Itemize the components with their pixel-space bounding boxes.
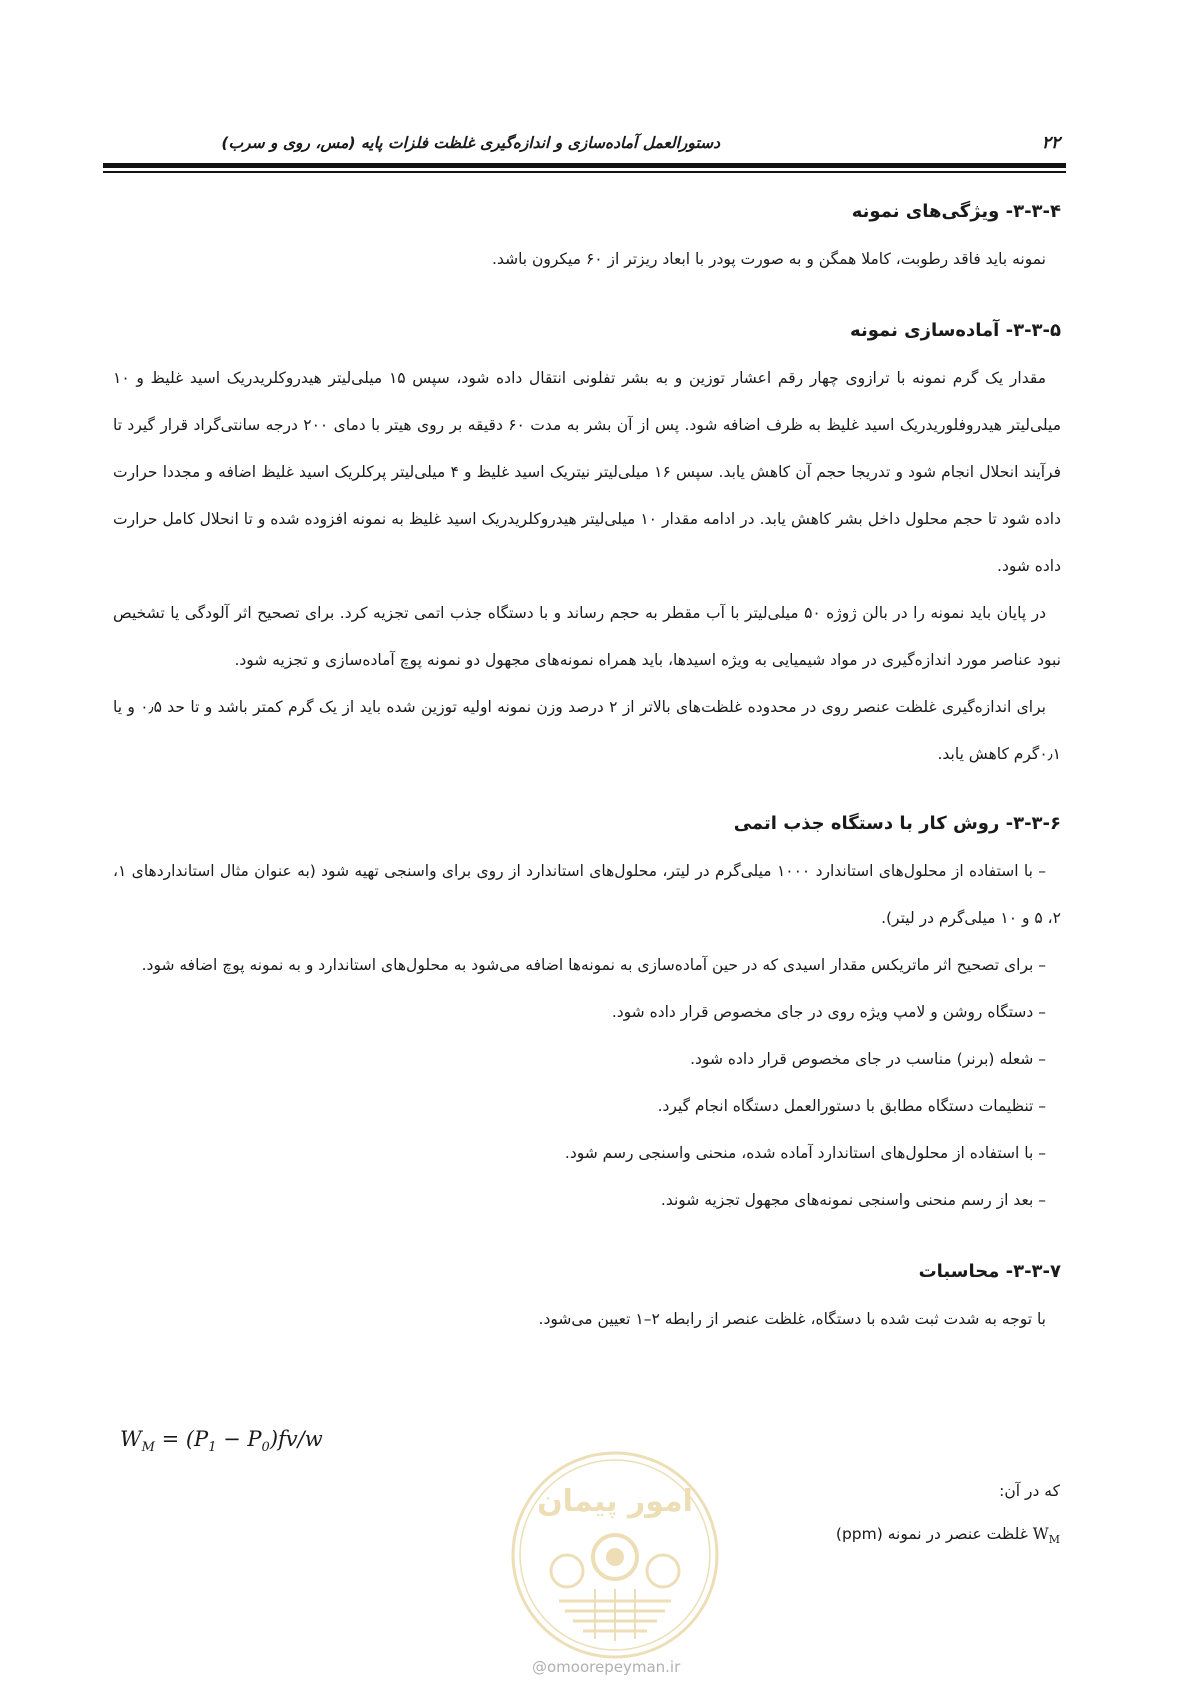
definition-row-wm [660,1513,1060,1561]
section-heading-calculations: ۳-۳-۷- محاسبات [918,1261,1061,1282]
paragraph: – برای تصحیح اثر ماتریکس مقدار اسیدی که در حین آماده‌سازی به نمونه‌ها اضافه می‌شود به محلول‌های استاندارد و به نمونه پوچ اضافه شود. [141,956,1046,974]
list-item: – با استفاده از محلول‌های استاندارد آماده شده، منحنی واسنجی رسم شود. [564,1144,1046,1162]
header-rule-thick [103,163,1066,168]
formula-minus: − P [216,1427,262,1451]
formula-p0-sub: 0 [261,1440,270,1456]
section-heading-sample-properties: ۳-۳-۴- ویژگی‌های نمونه [851,201,1061,222]
paragraph: برای اندازه‌گیری غلظت عنصر روی در محدوده غلظت‌های بالاتر از ۲ درصد وزن نمونه اولیه توزین شده باید از یک گرم کمتر باشد و تا حد ۰٫۵ و یا ۰٫۱گرم کاهش یابد. [113,698,1061,763]
paragraph: با توجه به شدت ثبت شده با دستگاه، غلظت عنصر از رابطه ۲–۱ تعیین می‌شود. [538,1310,1046,1328]
list-item: – شعله (برنر) مناسب در جای مخصوص قرار داده شود. [690,1050,1046,1068]
formula-lhs-sub: M [141,1440,155,1456]
page-number: ۲۲ [1041,133,1060,153]
formula-p1-sub: 1 [208,1440,217,1456]
formula-lhs: W [120,1427,142,1451]
body-content [113,188,1061,1343]
list-item: – تنظیمات دستگاه مطابق با دستورالعمل دستگاه انجام گیرد. [657,1097,1046,1115]
section-heading-aas-procedure: ۳-۳-۶- روش کار با دستگاه جذب اتمی [733,813,1061,834]
definitions-intro: که در آن: [999,1482,1060,1500]
watermark-caption: @omoorepeyman.ir [532,1658,681,1676]
paragraph: نمونه باید فاقد رطوبت، کاملا همگن و به صورت پودر با ابعاد ریزتر از ۶۰ میکرون باشد. [492,250,1046,268]
list-item: – دستگاه روشن و لامپ ویژه روی در جای مخصوص قرار داده شود. [611,1003,1046,1021]
paragraph: – با استفاده از محلول‌های استاندارد ۱۰۰۰ میلی‌گرم در لیتر، محلول‌های استاندارد از روی برای واسنجی تهیه شود (به عنوان مثال استانداردهای ۱، ۲، ۵ و ۱۰ میلی‌گرم در لیتر). [113,862,1061,927]
formula-definitions [660,1470,1060,1561]
header-rule-thin [103,171,1066,173]
watermark-logo-text: امور پیمان [537,1484,693,1519]
running-header-title: دستورالعمل آماده‌سازی و اندازه‌گیری غلظت فلزات پایه (مس، روی و سرب) [221,134,720,152]
formula-eq: = (P [154,1427,209,1451]
definition-symbol: $W_M$ [1032,1525,1060,1547]
list-item: – بعد از رسم منحنی واسنجی نمونه‌های مجهول تجزیه شوند. [660,1191,1046,1209]
concentration-formula [120,1427,323,1455]
paragraph: در پایان باید نمونه را در بالن ژوژه ۵۰ میلی‌لیتر با آب مقطر به حجم رساند و با دستگاه جذب اتمی تجزیه کرد. برای تصحیح اثر آلودگی یا تشخیص نبود عناصر مورد اندازه‌گیری در مواد شیمیایی به ویژه اسیدها، باید همراه نمونه‌های مجهول دو نمونه پوچ آماده‌سازی و تجزیه شود. [113,604,1061,669]
paragraph: مقدار یک گرم نمونه با ترازوی چهار رقم اعشار توزین و به بشر تفلونی انتقال داده شود، سپس ۱۵ میلی‌لیتر هیدروکلریدریک اسید غلیظ و ۱۰ میلی‌لیتر هیدروفلوریدریک اسید غلیظ به ظرف اضافه شود. پس از آن بشر به مدت ۶۰ دقیقه بر روی هیتر با دمای ۲۰۰ درجه سانتی‌گراد قرار گیرد تا فرآیند انحلال انجام شود و تدریجا حجم آن کاهش یابد. سپس ۱۶ میلی‌لیتر نیتریک اسید غلیظ و ۴ میلی‌لیتر پرکلریک اسید غلیظ اضافه و مجددا حرارت داده شود تا حجم محلول داخل بشر کاهش یابد. در ادامه مقدار ۱۰ میلی‌لیتر هیدروکلریدریک اسید غلیظ به نمونه افزوده شده و تا انحلال کامل حرارت داده شود. [113,369,1061,575]
section-heading-sample-preparation: ۳-۳-۵- آماده‌سازی نمونه [850,320,1061,341]
formula-rest: )fv/w [269,1427,323,1451]
procedure-list [113,989,1061,1224]
definition-text: غلظت عنصر در نمونه (ppm) [835,1525,1033,1543]
